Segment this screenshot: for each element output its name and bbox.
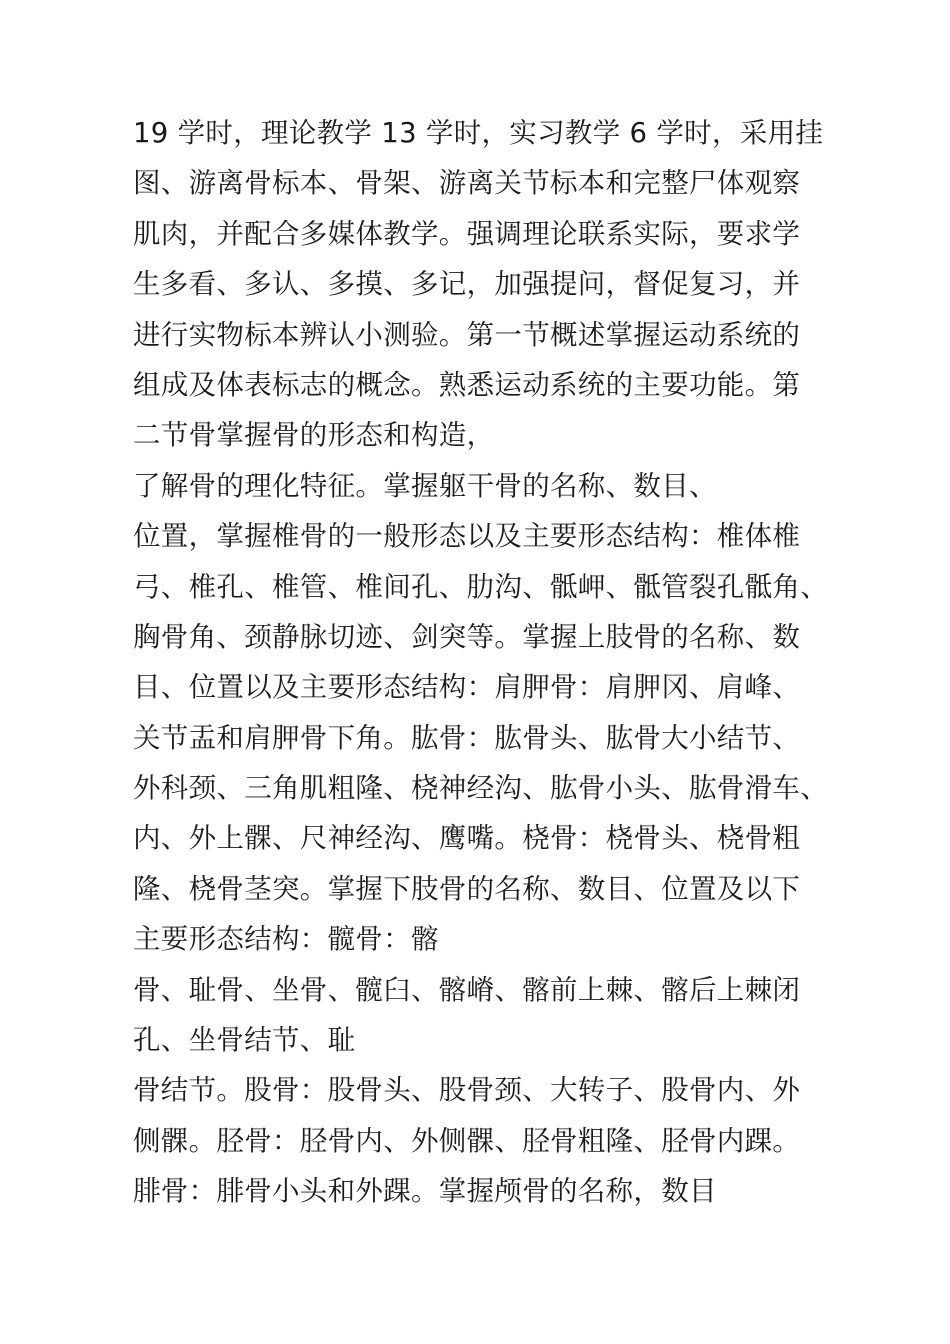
text-line: 腓骨：腓骨小头和外踝。掌握颅骨的名称，数目	[133, 1175, 717, 1208]
text-line: 19 学时，理论教学 13 学时，实习教学 6 学时，采用挂	[133, 117, 824, 149]
text-line: 内、外上髁、尺神经沟、鹰嘴。桡骨：桡骨头、桡骨粗	[133, 822, 801, 855]
text-line: 目、位置以及主要形态结构：肩胛骨：肩胛冈、肩峰、	[133, 671, 801, 704]
text-line: 隆、桡骨茎突。掌握下肢骨的名称、数目、位置及以下	[133, 872, 801, 905]
body-text	[133, 108, 853, 1217]
text-line: 了解骨的理化特征。掌握躯干骨的名称、数目、	[133, 469, 717, 502]
text-line: 骨、耻骨、坐骨、髋臼、髂嵴、髂前上棘、髂后上棘闭	[133, 973, 801, 1006]
text-line: 二节骨掌握骨的形态和构造，	[133, 419, 495, 452]
text-line: 位置，掌握椎骨的一般形态以及主要形态结构：椎体椎	[133, 520, 801, 553]
text-line: 孔、坐骨结节、耻	[133, 1024, 356, 1057]
text-line: 生多看、多认、多摸、多记，加强提问，督促复习，并	[133, 268, 801, 301]
text-line: 弓、椎孔、椎管、椎间孔、肋沟、骶岬、骶管裂孔骶角、	[133, 570, 828, 603]
text-line: 关节盂和肩胛骨下角。肱骨：肱骨头、肱骨大小结节、	[133, 721, 801, 754]
text-line: 图、游离骨标本、骨架、游离关节标本和完整尸体观察	[133, 167, 801, 200]
text-line: 肌肉，并配合多媒体教学。强调理论联系实际，要求学	[133, 217, 801, 250]
text-line: 胸骨角、颈静脉切迹、剑突等。掌握上肢骨的名称、数	[133, 620, 801, 653]
text-line: 侧髁。胫骨：胫骨内、外侧髁、胫骨粗隆、胫骨内踝。	[133, 1124, 801, 1157]
text-line: 骨结节。股骨：股骨头、股骨颈、大转子、股骨内、外	[133, 1074, 801, 1107]
text-line: 主要形态结构：髋骨：髂	[133, 923, 439, 956]
text-line: 进行实物标本辨认小测验。第一节概述掌握运动系统的	[133, 318, 801, 351]
text-line: 外科颈、三角肌粗隆、桡神经沟、肱骨小头、肱骨滑车、	[133, 772, 828, 805]
text-line: 组成及体表标志的概念。熟悉运动系统的主要功能。第	[133, 368, 801, 401]
